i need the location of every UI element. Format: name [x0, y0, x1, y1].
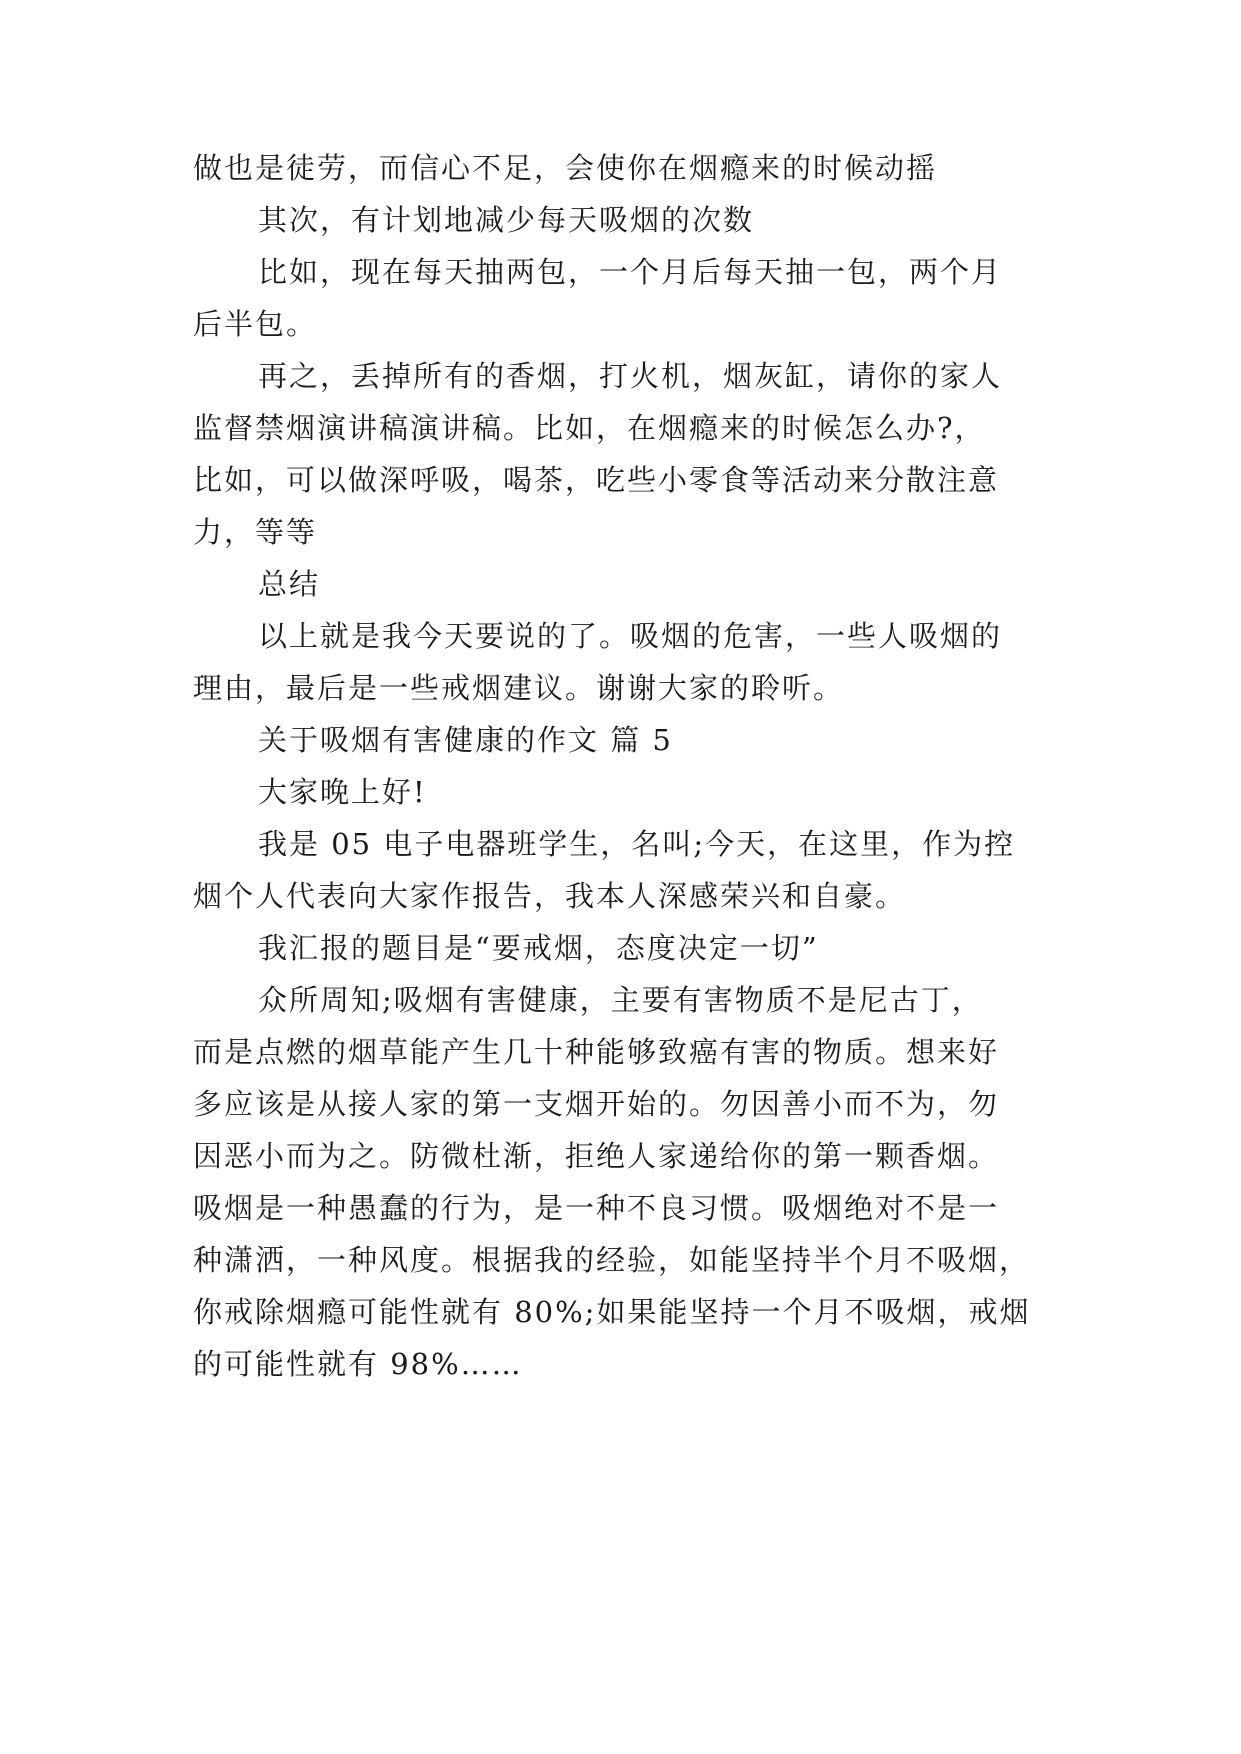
- text-line: 以上就是我今天要说的了。吸烟的危害，一些人吸烟的: [258, 619, 1003, 653]
- text-line: 再之，丢掉所有的香烟，打火机，烟灰缸，请你的家人: [258, 359, 1003, 393]
- text-line: 做也是徒劳，而信心不足，会使你在烟瘾来的时候动摇: [193, 151, 938, 185]
- article-title: 关于吸烟有害健康的作文 篇 5: [258, 723, 673, 757]
- text-line: 种潇洒，一种风度。根据我的经验，如能坚持半个月不吸烟，: [193, 1243, 1031, 1277]
- text-line: 吸烟是一种愚蠢的行为，是一种不良习惯。吸烟绝对不是一: [193, 1191, 1000, 1225]
- text-line: 我汇报的题目是“要戒烟，态度决定一切”: [258, 931, 819, 965]
- text-line: 监督禁烟演讲稿演讲稿。比如，在烟瘾来的时候怎么办?，: [193, 411, 986, 445]
- text-line: 多应该是从接人家的第一支烟开始的。勿因善小而不为，勿: [193, 1087, 1000, 1121]
- text-line: 烟个人代表向大家作报告，我本人深感荣兴和自豪。: [193, 879, 907, 913]
- text-line: 比如，可以做深呼吸，喝茶，吃些小零食等活动来分散注意: [193, 463, 1000, 497]
- text-line: 而是点燃的烟草能产生几十种能够致癌有害的物质。想来好: [193, 1035, 1000, 1069]
- text-line: 的可能性就有 98%……: [193, 1347, 523, 1381]
- text-line: 众所周知;吸烟有害健康，主要有害物质不是尼古丁，: [258, 983, 983, 1017]
- text-line: 你戒除烟瘾可能性就有 80%;如果能坚持一个月不吸烟，戒烟: [193, 1295, 1031, 1329]
- text-line: 比如，现在每天抽两包，一个月后每天抽一包，两个月: [258, 255, 1003, 289]
- text-line: 后半包。: [193, 307, 318, 341]
- text-line: 理由，最后是一些戒烟建议。谢谢大家的聆听。: [193, 671, 845, 705]
- text-line: 我是 05 电子电器班学生，名叫;今天，在这里，作为控: [258, 827, 1016, 861]
- text-line: 因恶小而为之。防微杜渐，拒绝人家递给你的第一颗香烟。: [193, 1139, 1000, 1173]
- text-line: 力，等等: [193, 515, 318, 549]
- section-heading: 总结: [258, 567, 321, 601]
- text-line: 其次，有计划地减少每天吸烟的次数: [258, 203, 755, 237]
- greeting-line: 大家晚上好!: [258, 775, 427, 809]
